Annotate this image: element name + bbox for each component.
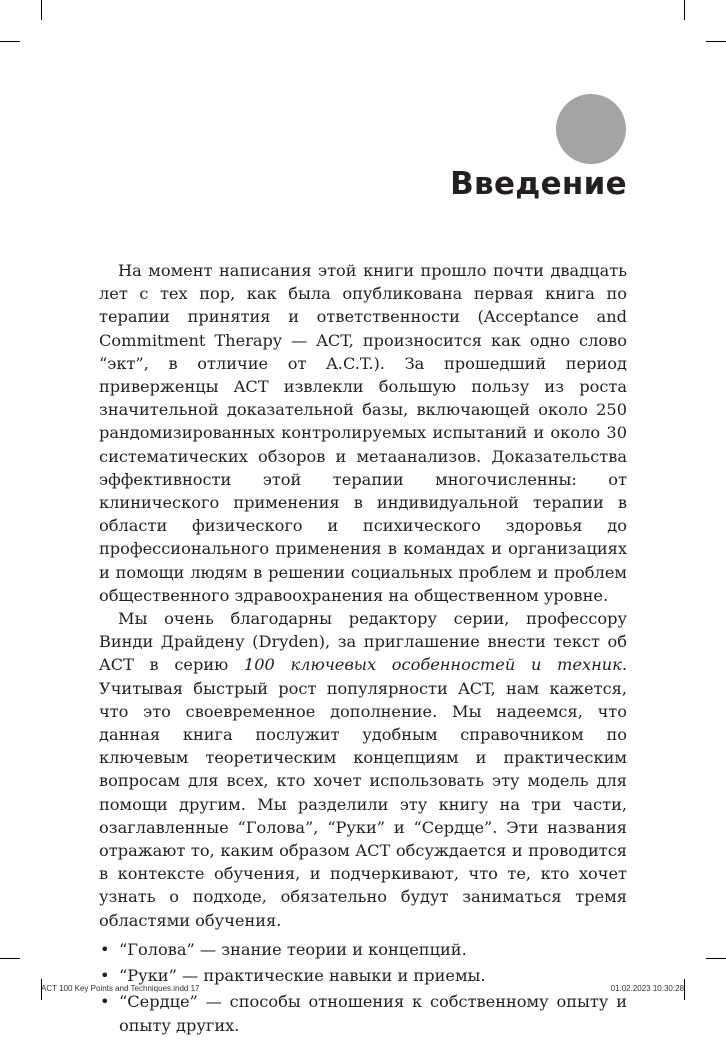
paragraph-2-text-start: Мы очень благодарны редактору серии, профессору Винди Драйдену (Dryden), за приглашение внести текст об ACT в серию	[99, 609, 627, 675]
crop-mark-left-bottom	[0, 958, 20, 959]
list-item-text: “Руки” — практические навыки и приемы.	[119, 966, 486, 986]
crop-mark-top-left	[41, 0, 42, 20]
bullet-icon: •	[100, 966, 110, 986]
crop-mark-right-bottom	[706, 958, 726, 959]
list-item-text: “Голова” — знание теории и концепций.	[119, 939, 467, 959]
series-title-italic: 100 ключевых особенностей и техник	[243, 655, 622, 675]
paragraph-1: На момент написания этой книги прошло почти двадцать лет с тех пор, как была опубликована первая книга по терапии принятия и ответственности (Acceptance and Commitment Therapy — ACT, произносится как одно слово “экт”, в отличие от A.C.T.). За прошедший период приверженцы ACT извлекли большую пользу из роста значительной доказательной базы, включающей около 250 рандомизированных контролируемых испытаний и около 30 систематических обзоров и метаанализов. Доказательства эффективности этой терапии многочисленны: от клинического применения в индивидуальной терапии в области физического и психического здоровья до профессионального применения в командах и организациях и помощи людям в решении социальных проблем и проблем общественного здравоохранения на общественном уровне.	[99, 261, 627, 605]
list-item	[99, 990, 627, 1036]
list-item	[99, 938, 627, 961]
bullet-icon: •	[100, 939, 110, 959]
crop-mark-left-top	[0, 41, 20, 42]
crop-mark-top-right	[684, 0, 685, 20]
footer-datetime: 01.02.2023 10:30:28	[610, 984, 684, 993]
paragraph-2-text-end: . Учитывая быстрый рост популярности ACT, нам кажется, что это своевременное дополнение. Мы надеемся, что данная книга послужит удобным справочником по ключевым теоретическим концепциям и практическим вопросам для всех, кто хочет использовать эту модель для помощи другим. Мы разделили эту книгу на три части, озаглавленные “Голова”, “Руки” и “Сердце”. Эти названия отражают то, каким образом ACT обсуждается и проводится в контексте обучения, и подчеркивают, что те, кто хочет узнать о подходе, обязательно будут заниматься тремя областями обучения.	[99, 655, 628, 930]
chapter-circle-ornament	[556, 94, 626, 164]
body-text	[99, 259, 627, 1040]
chapter-title: Введение	[450, 166, 627, 202]
crop-mark-right-top	[706, 41, 726, 42]
footer-filename: ACT 100 Key Points and Techniques.indd 17	[41, 984, 200, 993]
bullet-icon: •	[100, 992, 110, 1012]
crop-mark-bottom-right	[684, 979, 685, 1000]
paragraph-2	[99, 607, 627, 932]
list-item-text: “Сердце” — способы отношения к собственному опыту и опыту других.	[119, 992, 627, 1035]
